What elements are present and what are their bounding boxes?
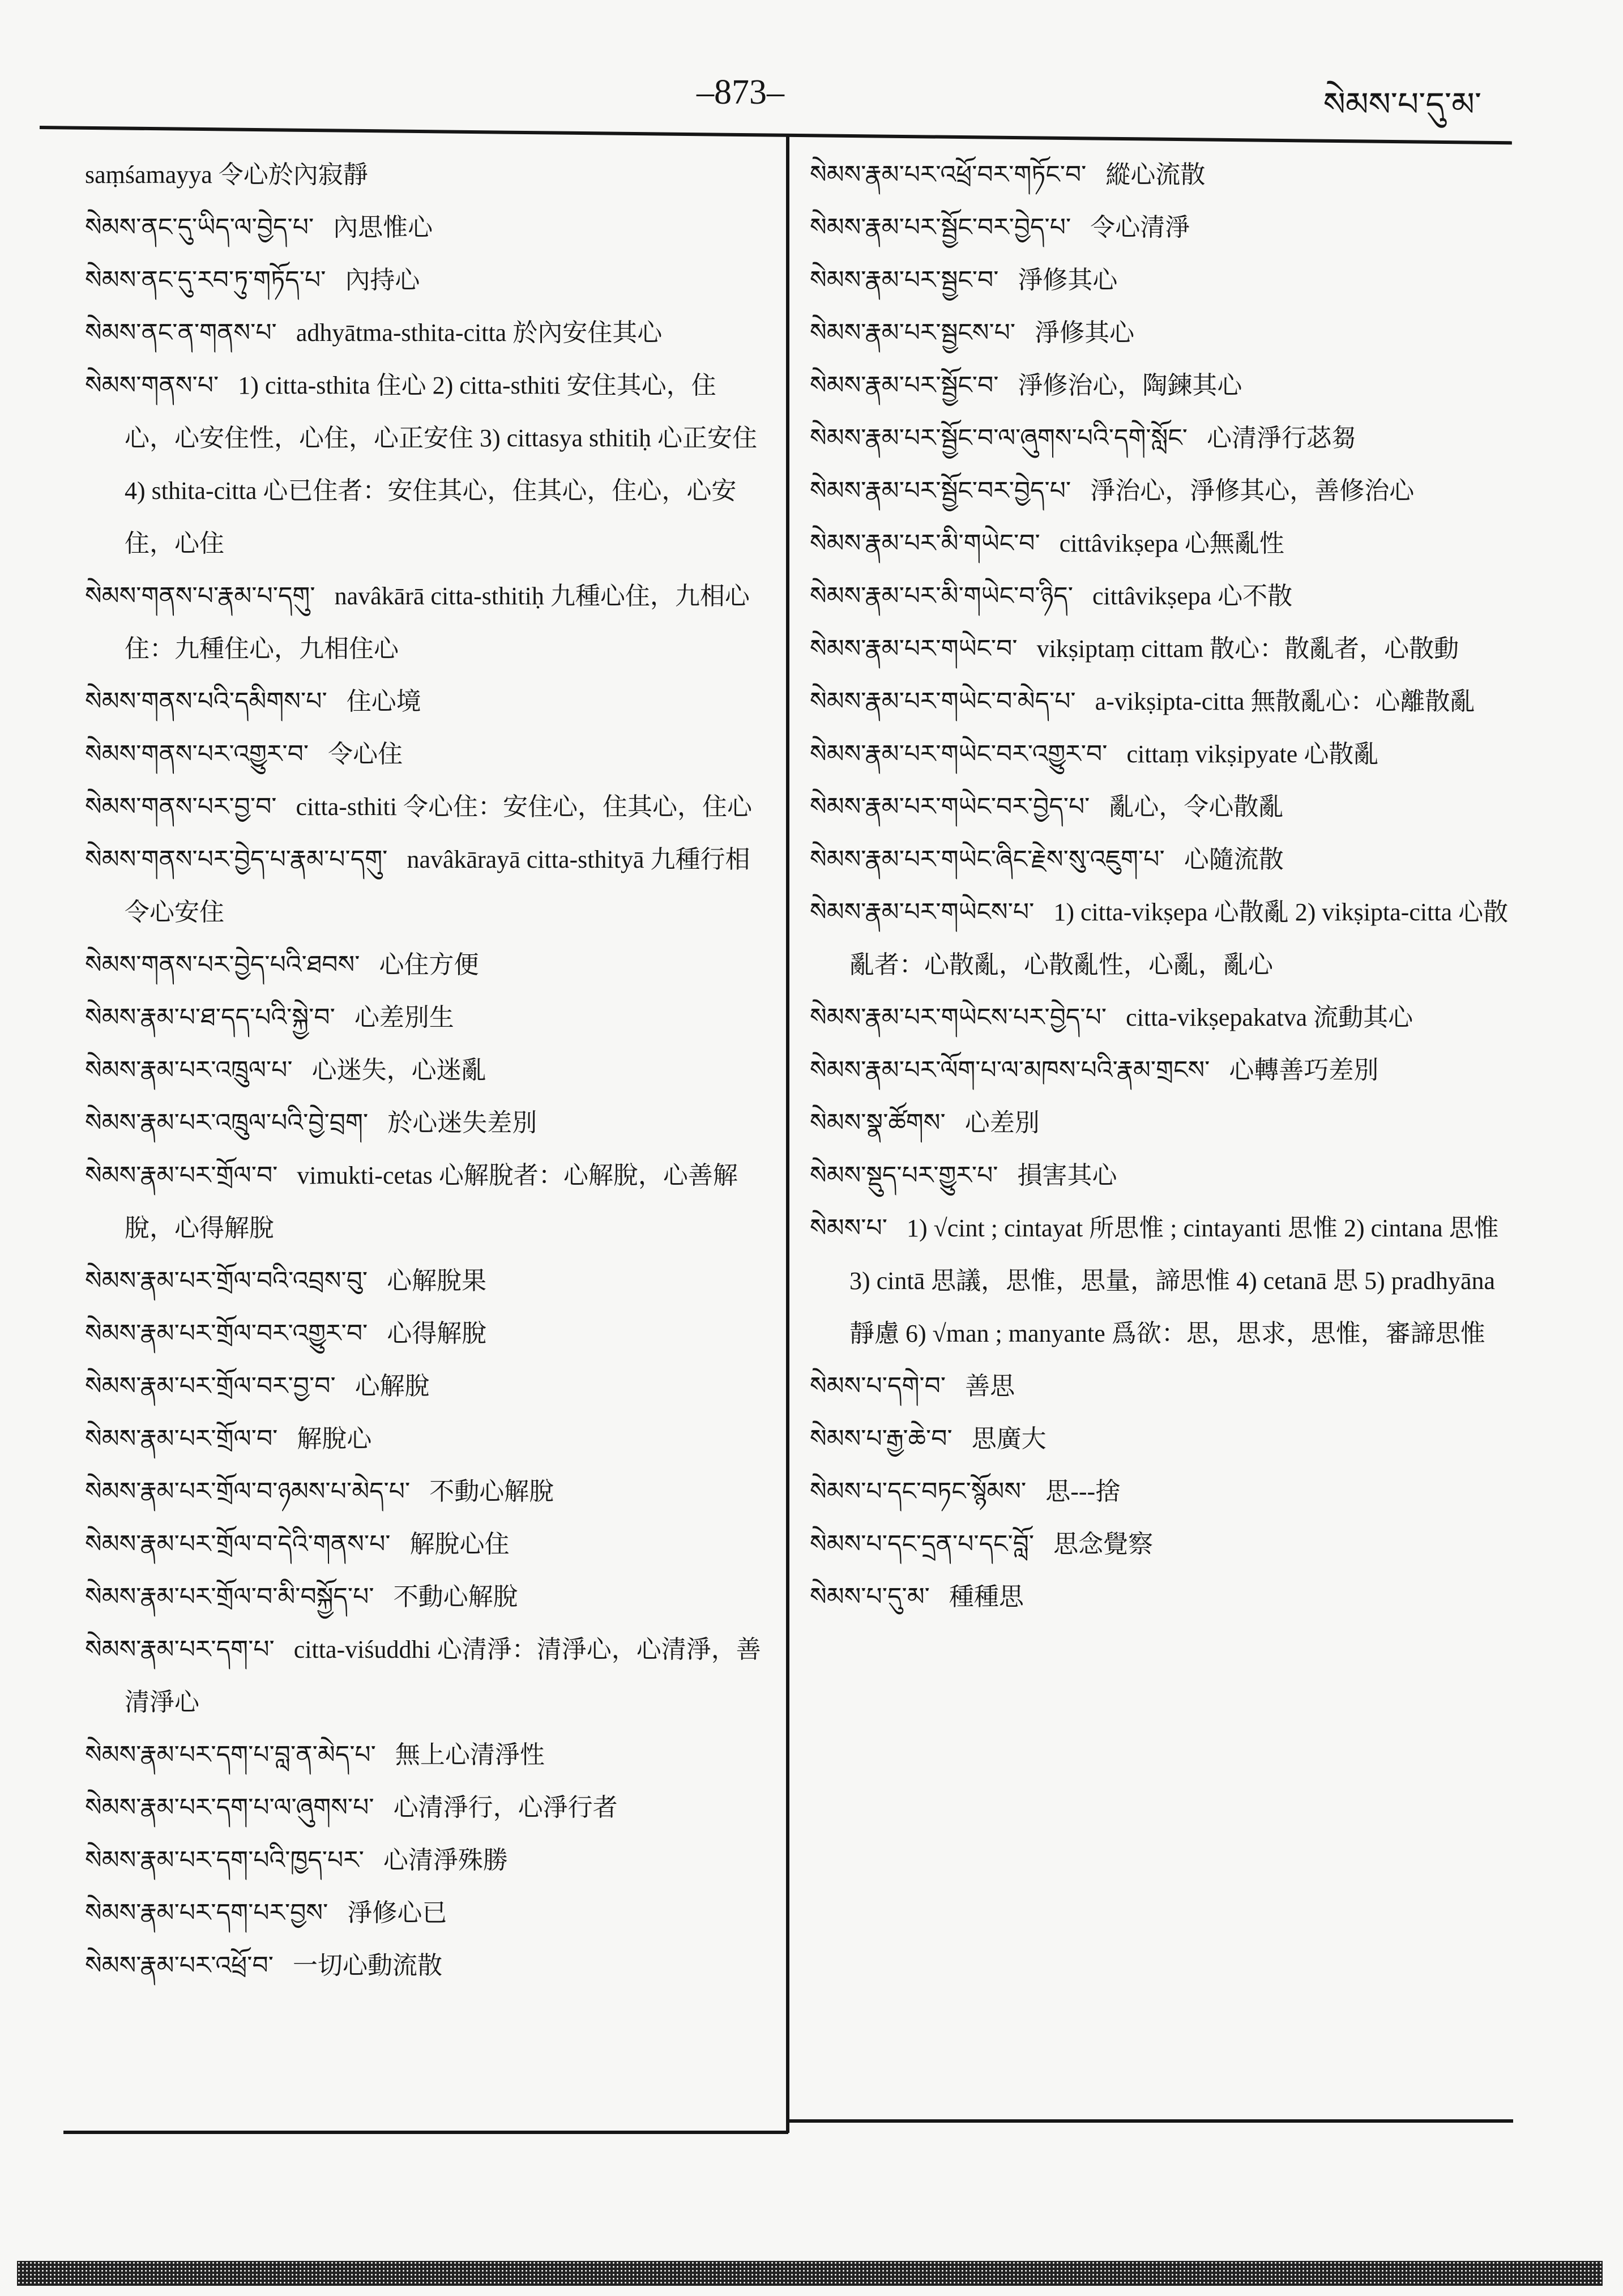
entry-definition: 心解脫果 [387,1267,487,1295]
entry-term: སེམས་རྣམ་པར་གཡེང་ཞིང་རྗེས་སུ་འཇུག་པ་ [810,845,1165,874]
dictionary-entry [85,306,764,359]
dictionary-entry [85,991,764,1044]
dictionary-entry [810,517,1512,570]
entry-definition: 損害其心 [1017,1162,1117,1189]
entry-definition: 令心清淨 [1090,214,1190,241]
entry-definition: 心清淨行，心淨行者 [393,1794,618,1821]
entry-term: སེམས་རྣམ་པར་སྦྱོང་བ་ [810,371,999,400]
dictionary-entry [85,833,764,938]
entry-term: སེམས་རྣམ་པར་གཡེངས་པ་ [810,898,1035,927]
entry-definition: a-vikṣipta-citta 無散亂心：心離散亂 [1095,688,1475,715]
entry-definition: 種種思 [949,1583,1024,1611]
dictionary-entry [85,148,764,201]
dictionary-entry [810,622,1512,675]
entry-term: སེམས་གནས་པར་བྱེད་པ་རྣམ་པ་དགུ་ [85,845,388,874]
entry-definition: saṃśamayya 令心於內寂靜 [85,161,368,189]
dictionary-entry [85,1096,764,1149]
dictionary-entry [810,886,1512,991]
entry-definition: citta-sthiti 令心住：安住心，住其心，住心 [296,793,752,821]
bottom-rule [63,2131,788,2134]
entry-definition: navâkārā citta-sthitiḥ 九種心住，九相心住：九種住心，九相住心 [125,582,750,663]
dictionary-entry [810,412,1512,464]
entry-definition: 1) √cint ; cintayat 所思惟 ; cintayanti 思惟 2) cintana 思惟 3) cintā 思議，思惟，思量，諦思惟 4) cetanā 思 5) pradhyāna 靜慮 6) √man ; manyante 爲欲：思，思求，思惟，審諦思惟 [849,1214,1499,1347]
dictionary-entry [810,464,1512,517]
entry-definition: 1) citta-sthita 住心 2) citta-sthiti 安住其心，住心，心安住性，心住，心正安住 3) cittasya sthitiḥ 心正安住 4) sthita-citta 心已住者：安住其心，住其心，住心，心安住，心住 [125,372,758,557]
dictionary-entry [810,1412,1512,1465]
left-column [85,148,764,1992]
entry-definition: 善思 [965,1372,1015,1400]
entry-term: སེམས་རྣམ་པར་གྲོལ་བར་འགྱུར་བ་ [85,1319,368,1348]
dictionary-entry [810,1149,1512,1202]
page-number: –873– [697,73,784,112]
dictionary-entry [85,1254,764,1307]
dictionary-entry [810,1465,1512,1518]
entry-definition: 令心住 [328,740,403,768]
dictionary-entry [85,570,764,675]
entry-term: སེམས་ནང་དུ་རབ་ཏུ་གཏོད་པ་ [85,266,326,295]
entry-definition: 心差別 [964,1109,1040,1137]
entry-definition: 心差別生 [354,1004,454,1031]
dictionary-entry [85,1412,764,1465]
entry-term: སེམས་རྣམ་པར་དག་པར་བྱས་ [85,1898,328,1927]
entry-definition: 思念覺察 [1053,1530,1154,1558]
entry-definition: 解脫心 [297,1425,372,1453]
entry-definition: 內思惟心 [333,214,433,241]
entry-definition: 淨修其心 [1035,319,1135,347]
entry-term: སེམས་རྣམ་པར་གྲོལ་བ་ཉམས་པ་མེད་པ་ [85,1477,411,1506]
entry-definition: 一切心動流散 [292,1952,442,1979]
dictionary-entry [810,1044,1512,1096]
entry-definition: 思廣大 [971,1425,1047,1453]
entry-term: སེམས་རྣམ་པར་འཁྲུལ་པའི་བྱེ་བྲག་ [85,1108,369,1137]
entry-definition: 縱心流散 [1105,161,1206,189]
column-divider [786,134,789,2133]
entry-term: སེམས་གནས་པར་བྱེད་པའི་ཐབས་ [85,950,360,979]
bottom-rule [788,2119,1513,2123]
entry-term: སེམས་པ་ [810,1214,887,1243]
dictionary-entry [810,780,1512,833]
entry-term: སེམས་རྣམ་པར་སྦྱོང་བར་བྱེད་པ་ [810,476,1071,505]
entry-term: སེམས་རྣམ་པར་མི་གཡེང་བ་ཉིད་ [810,582,1073,611]
entry-term: སེམས་རྣམ་པར་དག་པ་བླ་ན་མེད་པ་ [85,1740,376,1769]
entry-term: སེམས་གནས་པ་ [85,371,219,400]
entry-definition: 不動心解脫 [429,1478,554,1505]
dictionary-entry [85,1729,764,1781]
entry-definition: 心清淨行苾芻 [1207,424,1356,452]
dictionary-entry [85,1518,764,1571]
entry-term: སེམས་རྣམ་པར་མི་གཡེང་བ་ [810,529,1040,558]
entry-term: སེམས་སྡུད་པར་གྱུར་པ་ [810,1161,998,1190]
right-column [810,148,1512,1623]
entry-definition: 淨修其心 [1018,266,1118,294]
entry-definition: 淨修心已 [347,1899,447,1927]
dictionary-entry [85,1781,764,1834]
entry-term: སེམས་རྣམ་པར་སྦྱངས་པ་ [810,318,1016,347]
entry-term: སེམས་རྣམ་པར་འཕྲོ་བར་གཏོང་བ་ [810,160,1087,189]
dictionary-entry [85,1465,764,1518]
dictionary-entry [85,201,764,254]
dictionary-entry [85,1834,764,1887]
entry-term: སེམས་པ་དུ་མ་ [810,1582,930,1611]
dictionary-entry [810,991,1512,1044]
page-edge-shadow [17,2261,1603,2286]
entry-term: སེམས་རྣམ་པར་དག་པའི་ཁྱད་པར་ [85,1846,364,1875]
entry-term: སེམས་རྣམ་པར་དག་པ་ [85,1635,275,1664]
dictionary-entry [810,1571,1512,1623]
entry-term: སེམས་རྣམ་པར་གྲོལ་བ་མི་བསྐྱོད་པ་ [85,1582,374,1611]
entry-term: སེམས་སྣ་ཚོགས་ [810,1108,946,1137]
dictionary-entry [810,254,1512,306]
entry-definition: 住心境 [346,688,421,715]
entry-definition: citta-viśuddhi 心清淨：清淨心，心清淨，善清淨心 [125,1636,761,1716]
dictionary-entry [85,780,764,833]
dictionary-entry [85,1571,764,1623]
entry-definition: vikṣiptaṃ cittam 散心：散亂者，心散動 [1036,635,1459,663]
entry-definition: cittâvikṣepa 心不散 [1092,582,1293,610]
entry-term: སེམས་ནང་དུ་ཡིད་ལ་བྱེད་པ་ [85,213,314,242]
entry-term: སེམས་རྣམ་པར་འཕྲོ་བ་ [85,1951,274,1980]
dictionary-entry [85,938,764,991]
entry-definition: cittâvikṣepa 心無亂性 [1059,530,1284,557]
entry-term: སེམས་པ་དགེ་བ་ [810,1372,946,1401]
entry-term: སེམས་རྣམ་པར་སྦྱོང་བ་ལ་ཞུགས་པའི་དགེ་སློང་ [810,424,1188,453]
entry-term: སེམས་རྣམ་པར་གྲོལ་བ་ [85,1424,278,1453]
dictionary-entry [810,1360,1512,1412]
entry-definition: 於心迷失差別 [387,1109,537,1137]
entry-definition: cittaṃ vikṣipyate 心散亂 [1126,740,1379,768]
entry-term: སེམས་གནས་པར་བྱ་བ་ [85,792,277,821]
entry-term: སེམས་རྣམ་པར་གྲོལ་བ་ [85,1161,278,1190]
dictionary-entry [810,1202,1512,1360]
entry-term: སེམས་རྣམ་པ་ཐ་དད་པའི་སྐྱེ་བ་ [85,1003,335,1032]
entry-definition: 無上心清淨性 [395,1741,545,1769]
entry-definition: 淨治心，淨修其心，善修治心 [1090,477,1415,505]
entry-term: སེམས་རྣམ་པར་གྲོལ་བའི་འབྲས་བུ་ [85,1266,368,1295]
entry-term: སེམས་པ་དང་དྲན་པ་དང་བློ་ [810,1530,1035,1559]
dictionary-entry [810,675,1512,728]
entry-term: སེམས་རྣམ་པར་གཡེང་བ་མེད་པ་ [810,687,1076,716]
entry-term: སེམས་ནང་ན་གནས་པ་ [85,318,277,347]
entry-term: སེམས་རྣམ་པར་འཁྲུལ་པ་ [85,1056,293,1085]
dictionary-entry [85,728,764,780]
dictionary-entry [85,254,764,306]
entry-term: སེམས་པ་རྒྱ་ཆེ་བ་ [810,1424,953,1453]
entry-term: སེམས་གནས་པར་འགྱུར་བ་ [85,740,309,769]
dictionary-entry [810,833,1512,886]
dictionary-entry [85,1939,764,1992]
dictionary-entry [810,1096,1512,1149]
entry-term: སེམས་རྣམ་པར་གཡེང་བར་བྱེད་པ་ [810,792,1090,821]
entry-definition: vimukti-cetas 心解脫者：心解脫，心善解脫，心得解脫 [125,1162,738,1242]
dictionary-entry [810,570,1512,622]
dictionary-entry [810,728,1512,780]
dictionary-entry [85,675,764,728]
entry-definition: 心轉善巧差別 [1229,1056,1379,1084]
entry-term: སེམས་རྣམ་པར་གཡེང་བ་ [810,634,1018,663]
dictionary-entry [85,1623,764,1729]
entry-definition: 思---捨 [1045,1478,1121,1505]
dictionary-entry [85,1307,764,1360]
entry-definition: 心得解脫 [387,1320,487,1347]
entry-term: སེམས་རྣམ་པར་སྦྱོང་བར་བྱེད་པ་ [810,213,1071,242]
entry-definition: 亂心，令心散亂 [1109,793,1284,821]
entry-term: སེམས་རྣམ་པར་གཡེང་བར་འགྱུར་བ་ [810,740,1108,769]
entry-definition: 心隨流散 [1184,846,1284,873]
entry-definition: 心迷失，心迷亂 [311,1056,486,1084]
dictionary-entry [810,148,1512,201]
entry-term: སེམས་རྣམ་པར་གཡེངས་པར་བྱེད་པ་ [810,1003,1107,1032]
entry-definition: 內持心 [345,266,420,294]
entry-term: སེམས་གནས་པའི་དམིགས་པ་ [85,687,327,716]
entry-term: སེམས་རྣམ་པར་དག་པ་ལ་ཞུགས་པ་ [85,1793,374,1822]
top-rule [40,126,1512,144]
dictionary-entry [85,1360,764,1412]
entry-definition: 解脫心住 [409,1530,510,1558]
dictionary-entry [85,1887,764,1939]
dictionary-entry [85,359,764,570]
dictionary-entry [810,1518,1512,1571]
entry-definition: 1) citta-vikṣepa 心散亂 2) vikṣipta-citta 心散亂者：心散亂，心散亂性，心亂，亂心 [849,898,1509,979]
entry-term: སེམས་རྣམ་པར་ལོག་པ་ལ་མཁས་པའི་རྣམ་གྲངས་ [810,1056,1210,1085]
entry-term: སེམས་པ་དང་བཏང་སྙོམས་ [810,1477,1027,1506]
dictionary-entry [85,1149,764,1254]
entry-definition: 心住方便 [379,951,479,979]
entry-definition: citta-vikṣepakatva 流動其心 [1126,1004,1413,1031]
entry-definition: 心解脫 [355,1372,430,1400]
dictionary-entry [810,201,1512,254]
running-head: སེམས་པ་དུ་མ་ [1323,85,1481,123]
dictionary-entry [85,1044,764,1096]
entry-term: སེམས་གནས་པ་རྣམ་པ་དགུ་ [85,582,315,611]
entry-term: སེམས་རྣམ་པར་སྦྱང་བ་ [810,266,999,295]
entry-definition: 心清淨殊勝 [383,1846,508,1874]
dictionary-entry [810,306,1512,359]
entry-definition: 不動心解脫 [393,1583,518,1611]
entry-term: སེམས་རྣམ་པར་གྲོལ་བར་བྱ་བ་ [85,1372,336,1401]
dictionary-entry [810,359,1512,412]
entry-definition: 淨修治心，陶鍊其心 [1018,372,1242,399]
entry-definition: adhyātma-sthita-citta 於內安住其心 [296,319,663,347]
entry-term: སེམས་རྣམ་པར་གྲོལ་བ་དེའི་གནས་པ་ [85,1530,391,1559]
entry-definition: navâkārayā citta-sthityā 九種行相令心安住 [125,846,750,926]
